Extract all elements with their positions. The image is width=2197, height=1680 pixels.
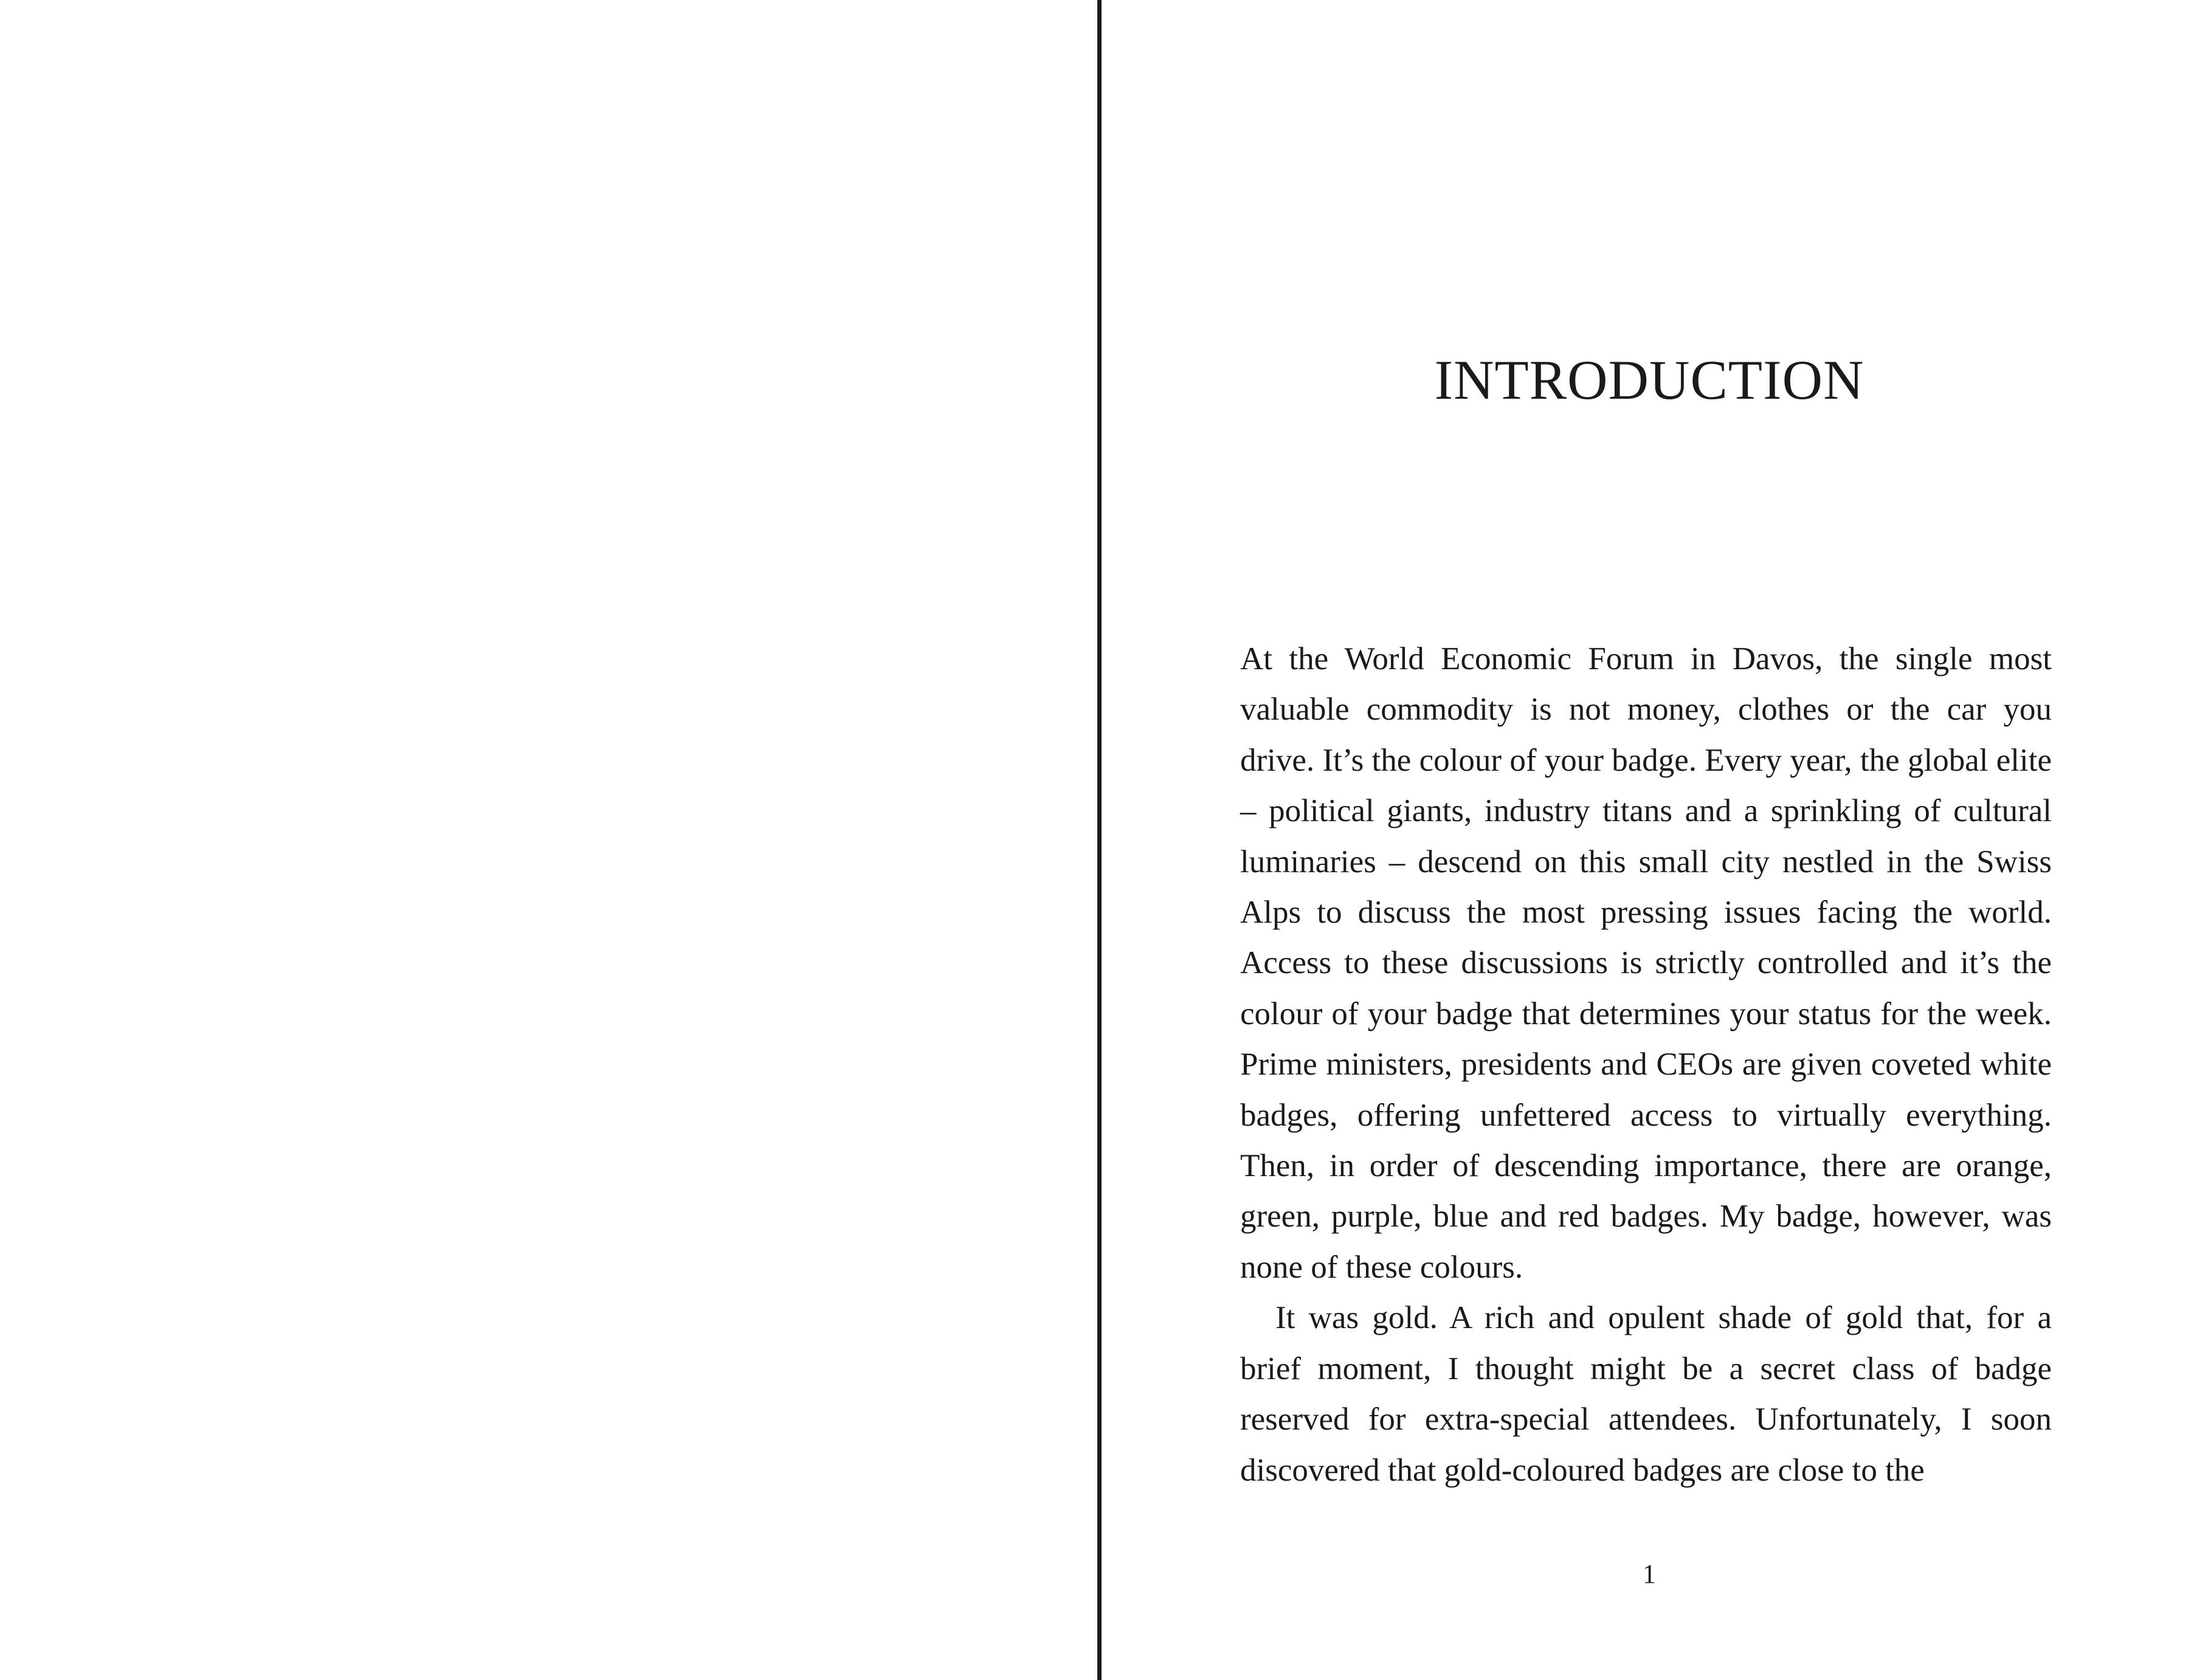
page-number: 1 bbox=[1643, 1559, 1656, 1589]
chapter-title: INTRODUCTION bbox=[1434, 349, 1864, 411]
right-page bbox=[1102, 0, 2197, 1680]
paragraph-2: It was gold. A rich and opulent shade of gold that, for a brief moment, I thought might be a secret class of badge reserved for extra-special attendees. Unfortunately, I soon discovered that gold-coloured badges are close to the bbox=[1240, 1300, 2052, 1488]
body-text bbox=[1240, 634, 2052, 1496]
left-page-blank bbox=[0, 0, 1097, 1680]
book-gutter-divider bbox=[1097, 0, 1102, 1680]
paragraph-1: At the World Economic Forum in Davos, the single most valuable commodity is not money, clothes or the car you drive. It’s the colour of your badge. Every year, the global elite – political giants, industry titans and a sprinkling of cultural luminaries – descend on this small city nestled in the Swiss Alps to discuss the most pressing issues facing the world. Access to these discussions is strictly controlled and it’s the colour of your badge that determines your status for the week. Prime ministers, presidents and CEOs are given coveted white badges, offering unfettered access to virtually everything. Then, in order of descending importance, there are orange, green, purple, blue and red badges. My badge, however, was none of these colours. bbox=[1240, 641, 2052, 1285]
